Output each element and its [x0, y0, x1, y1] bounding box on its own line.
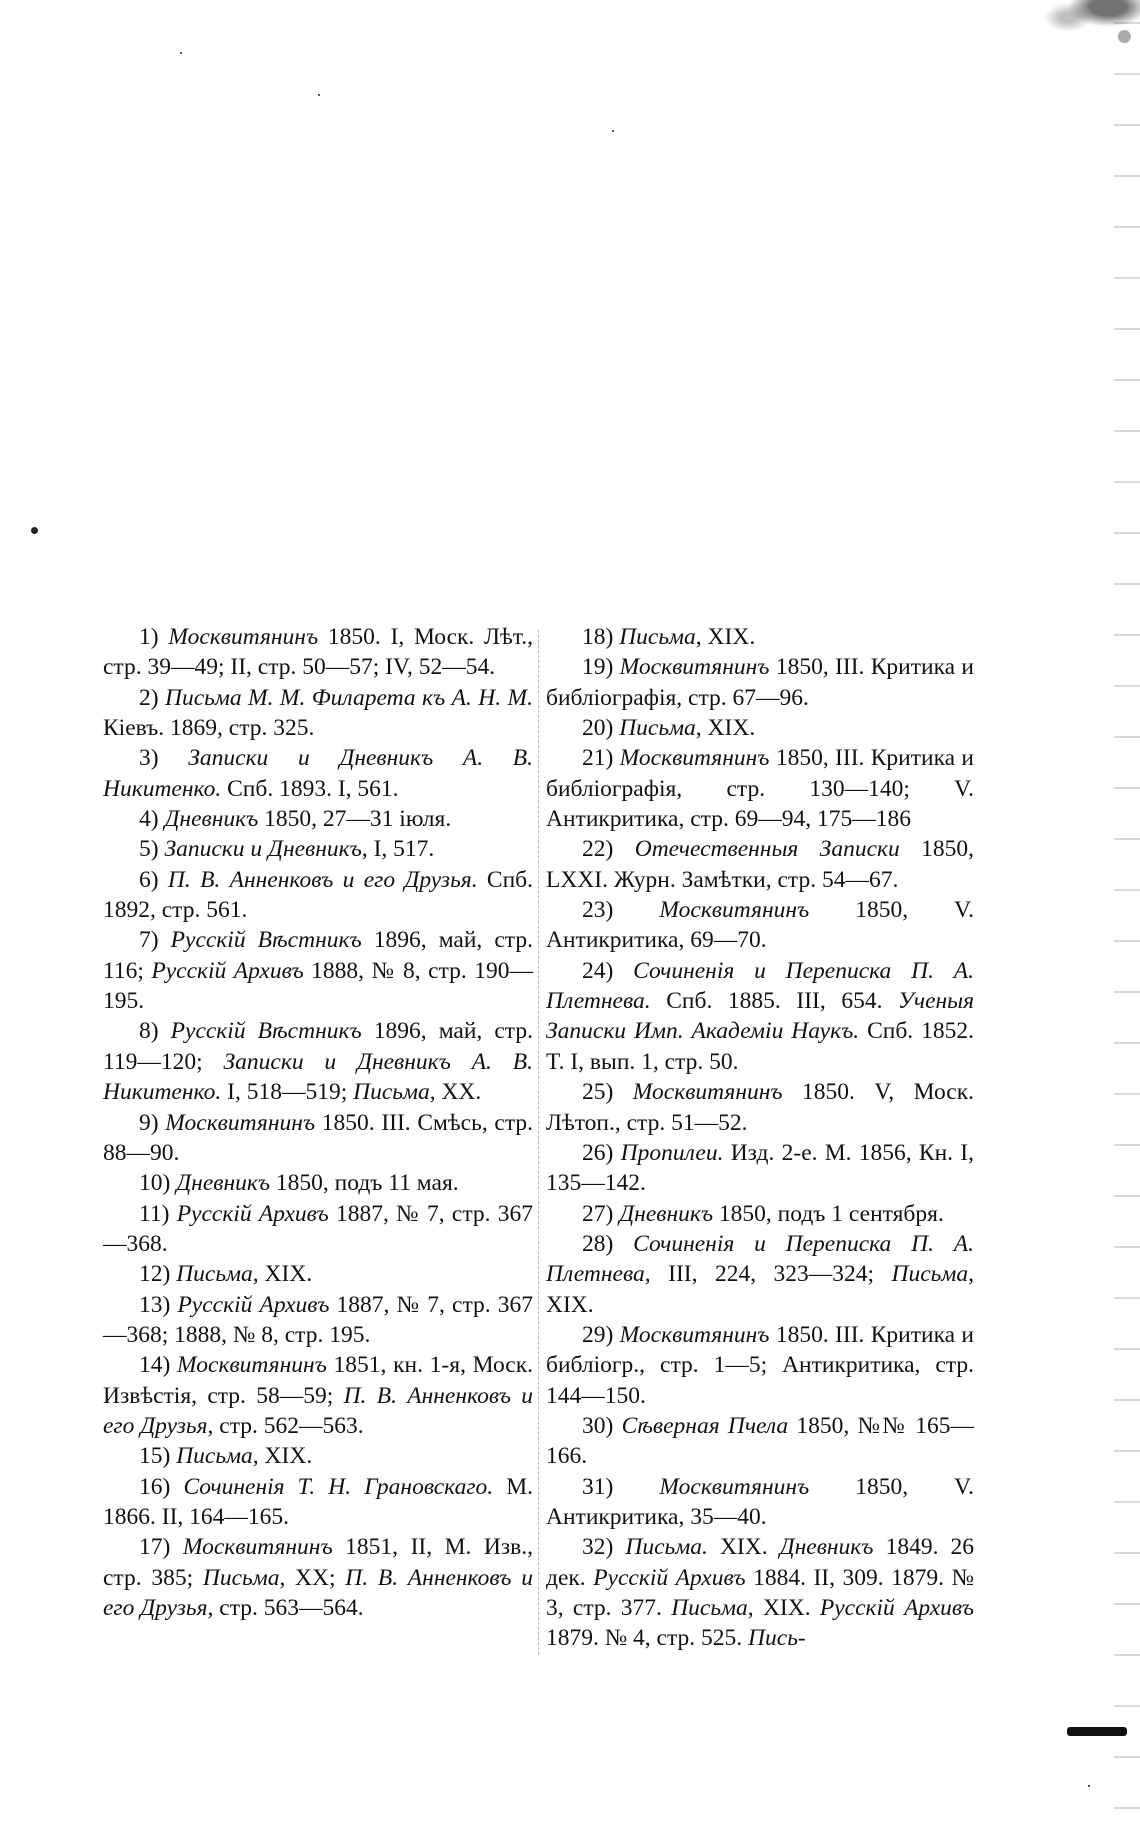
- footnote-text: 29) Москвитянинъ 1850. III. Критика и библіогр., стр. 1—5; Антикритика, стр. 144—150.: [546, 1321, 974, 1409]
- footnote-entry: [103, 865, 533, 926]
- footnote-entry: [546, 834, 974, 895]
- footnote-text: 20) Письма, XIX.: [582, 715, 756, 742]
- footnote-entry: [103, 834, 533, 864]
- footnote-text: 3) Записки и Дневникъ А. В. Никитенко. Спб. 1893. I, 561.: [103, 745, 534, 802]
- footnote-entry: [103, 1016, 533, 1107]
- footnote-text: 24) Сочиненія и Переписка П. А. Плетнева. Спб. 1885. III, 654. Ученыя Записки Имп. Академіи Наукъ. Спб. 1852. T. I, вып. 1, стр. 50.: [546, 957, 974, 1075]
- footnote-entry: [546, 1472, 974, 1533]
- footnote-text: 28) Сочиненія и Переписка П. А. Плетнева, III, 224, 323—324; Письма, XIX.: [546, 1230, 974, 1318]
- footnote-text: 2) Письма М. М. Филарета къ А. Н. М. Кіевъ. 1869, стр. 325.: [103, 684, 533, 742]
- footnote-entry: [546, 713, 974, 743]
- column-divider: [538, 630, 539, 1655]
- footnote-text: 27) Дневникъ 1850, подъ 1 сентября.: [582, 1200, 944, 1227]
- ink-speck: [180, 52, 182, 54]
- footnote-text: 5) Записки и Дневникъ, I, 517.: [139, 836, 435, 863]
- footnote-entry: [103, 683, 533, 744]
- footnote-text: 19) Москвитянинъ 1850, III. Критика и библіографія, стр. 67—96.: [546, 654, 974, 711]
- footnote-entry: [103, 1199, 533, 1260]
- library-stamp-mark: [1067, 1727, 1127, 1736]
- footnote-entry: [103, 1259, 533, 1289]
- footnote-entry: [546, 1199, 974, 1229]
- footnote-text: 15) Письма, XIX.: [139, 1443, 313, 1470]
- footnote-entry: [103, 1350, 533, 1441]
- footnote-entry: [546, 652, 974, 713]
- footnote-text: 22) Отечественныя Записки 1850, LXXI. Журн. Замѣтки, стр. 54—67.: [546, 836, 975, 893]
- footnote-entry: [103, 804, 533, 834]
- footnote-entry: [103, 1290, 533, 1351]
- footnote-text: 8) Русскій Вѣстникъ 1896, май, стр. 119—120; Записки и Дневникъ А. В. Никитенко. I, 518—519; Письма, XX.: [103, 1018, 533, 1106]
- footnote-entry: [546, 1411, 974, 1472]
- footnote-text: 7) Русскій Вѣстникъ 1896, май, стр. 116; Русскій Архивъ 1888, № 8, стр. 190—195.: [103, 927, 533, 1015]
- footnote-text: 17) Москвитянинъ 1851, II, М. Изв., стр. 385; Письма, XX; П. В. Анненковъ и его Друзья, стр. 563—564.: [103, 1534, 533, 1621]
- footnote-entry: [546, 956, 974, 1077]
- ink-speck: [612, 130, 614, 132]
- footnote-text: 9) Москвитянинъ 1850. III. Смѣсь, стр. 88—90.: [103, 1109, 533, 1166]
- footnote-entry: [103, 622, 533, 683]
- footnote-entry: [103, 1108, 533, 1169]
- footnote-text: 26) Пропилеи. Изд. 2-е. М. 1856, Кн. I, 135—142.: [546, 1139, 975, 1197]
- ink-dot: [31, 527, 38, 534]
- ink-speck: [318, 94, 320, 96]
- footnote-text: 25) Москвитянинъ 1850. V, Моск. Лѣтоп., стр. 51—52.: [546, 1079, 975, 1136]
- footnote-text: 32) Письма. XIX. Дневникъ 1849. 26 дек. Русскій Архивъ 1884. II, 309. 1879. № 3, стр. 377. Письма, XIX. Русскій Архивъ 1879. № 4, стр. 525. Пись-: [546, 1534, 975, 1652]
- footnote-entry: [103, 925, 533, 1016]
- footnote-text: 6) П. В. Анненковъ и его Друзья. Спб. 1892, стр. 561.: [103, 866, 534, 924]
- footnote-entry: [546, 743, 974, 834]
- footnote-text: 13) Русскій Архивъ 1887, № 7, стр. 367—368; 1888, № 8, стр. 195.: [103, 1291, 533, 1348]
- scan-edge-strip: [1114, 0, 1140, 1828]
- footnote-text: 21) Москвитянинъ 1850, III. Критика и библіографія, стр. 130—140; V. Антикритика, стр. 69—94, 175—186: [546, 745, 974, 833]
- footnote-text: 10) Дневникъ 1850, подъ 11 мая.: [139, 1170, 459, 1197]
- footnote-entry: [546, 622, 974, 652]
- ink-speck: [1088, 1785, 1090, 1787]
- footnote-entry: [546, 1532, 974, 1653]
- footnote-text: 14) Москвитянинъ 1851, кн. 1-я, Моск. Извѣстія, стр. 58—59; П. В. Анненковъ и его Друзья, стр. 562—563.: [103, 1352, 534, 1439]
- footnotes-right-column: [546, 622, 974, 1654]
- footnote-entry: [546, 1320, 974, 1411]
- footnote-text: 1) Москвитянинъ 1850. I, Моск. Лѣт., стр. 39—49; II, стр. 50—57; IV, 52—54.: [103, 624, 533, 681]
- footnote-entry: [103, 743, 533, 804]
- footnote-entry: [546, 1229, 974, 1320]
- footnote-text: 30) Сѣверная Пчела 1850, №№ 165—166.: [546, 1412, 975, 1470]
- footnote-entry: [103, 1441, 533, 1471]
- footnote-text: 23) Москвитянинъ 1850, V. Антикритика, 69—70.: [546, 897, 974, 954]
- footnote-entry: [546, 1077, 974, 1138]
- footnote-text: 16) Сочиненія Т. Н. Грановскаго. М. 1866. II, 164—165.: [103, 1473, 533, 1530]
- footnote-text: 12) Письма, XIX.: [139, 1261, 313, 1288]
- footnote-text: 11) Русскій Архивъ 1887, № 7, стр. 367—368.: [103, 1200, 533, 1257]
- footnote-entry: [546, 1138, 974, 1199]
- footnote-entry: [103, 1472, 533, 1533]
- footnote-entry: [103, 1532, 533, 1623]
- footnote-text: 4) Дневникъ 1850, 27—31 іюля.: [139, 806, 452, 833]
- footnote-entry: [103, 1168, 533, 1198]
- footnote-entry: [546, 895, 974, 956]
- footnote-text: 18) Письма, XIX.: [582, 624, 756, 650]
- footnote-text: 31) Москвитянинъ 1850, V. Антикритика, 35—40.: [546, 1473, 974, 1530]
- footnotes-left-column: [103, 622, 533, 1623]
